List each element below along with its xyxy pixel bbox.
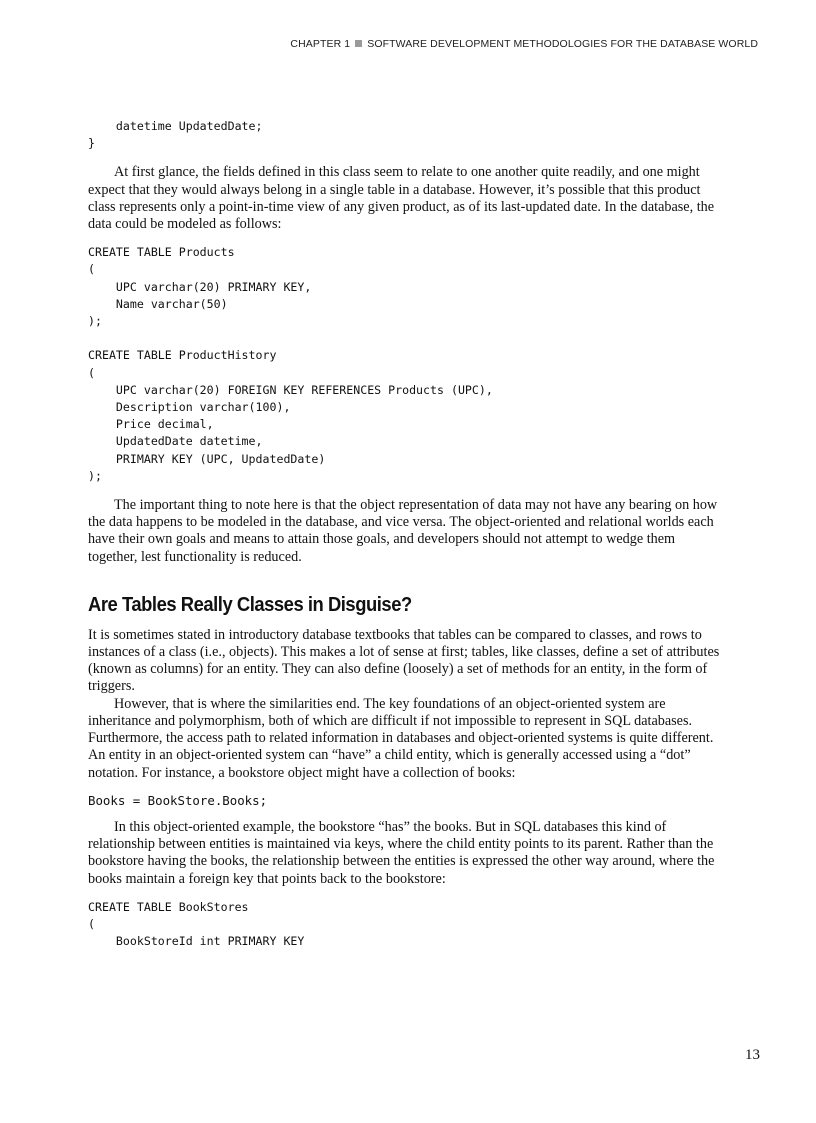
paragraph-important-thing: The important thing to note here is that the object representation of data may not have any bearing on how the data happens to be modeled in the database, and vice versa. The object-oriented and relational worlds each have their own goals and means to attain those goals, and developers should not attempt to wedge them together, lest functionality is reduced. bbox=[88, 497, 718, 565]
code-block-class-end: datetime UpdatedDate; } bbox=[88, 119, 263, 151]
paragraph-similarities-end: However, that is where the similarities end. The key foundations of an object-oriented system are inheritance and polymorphism, both of which are difficult if not impossible to represent in SQL databases. Furthermore, the access path to related information in databases and object-oriented systems is quite different. An entity in an object-oriented system can “have” a child entity, which is generally accessed using a “dot” notation. For instance, a bookstore object might have a collection of books: bbox=[88, 695, 714, 781]
paragraph-textbooks: It is sometimes stated in introductory database textbooks that tables can be compared to classes, and rows to instances of a class (i.e., objects). This makes a lot of sense at first; tables, like classes, define a set of attributes (known as columns) for an entity. They can also define (loosely) a set of methods for an entity, in the form of triggers. bbox=[88, 626, 720, 695]
running-header bbox=[290, 38, 758, 50]
chapter-title: SOFTWARE DEVELOPMENT METHODOLOGIES FOR THE DATABASE WORLD bbox=[367, 38, 758, 50]
page-content bbox=[88, 118, 728, 950]
page-number: 13 bbox=[745, 1047, 760, 1063]
paragraph-first-glance: At first glance, the fields defined in this class seem to relate to one another quite readily, and one might expect that they would always belong in a single table in a database. However, it’s possible that this product class represents only a point-in-time view of any given product, as of its last-updated date. In the database, the data could be modeled as follows: bbox=[88, 164, 715, 233]
section-heading: Are Tables Really Classes in Disguise? bbox=[88, 593, 412, 616]
square-separator-icon bbox=[355, 40, 362, 47]
code-block-products-tables: CREATE TABLE Products ( UPC varchar(20) PRIMARY KEY, Name varchar(50) ); CREATE TABLE ProductHistory ( UPC varchar(20) FOREIGN KEY REFERENCES Products (UPC), Description varchar(100), Price decimal, UpdatedDate datetime, PRIMARY KEY (UPC, UpdatedDate) ); bbox=[88, 245, 493, 483]
code-block-bookstores: CREATE TABLE BookStores ( BookStoreId int PRIMARY KEY bbox=[88, 899, 305, 949]
paragraph-bookstore-has: In this object-oriented example, the bookstore “has” the books. But in SQL databases this kind of relationship between entities is maintained via keys, where the child entity points to its parent. Rather than the bookstore having the books, the relationship between the entities is expressed the other way around, where the books maintain a foreign key that points back to the bookstore: bbox=[88, 818, 715, 887]
chapter-label: CHAPTER 1 bbox=[290, 38, 351, 50]
code-line-books: Books = BookStore.Books; bbox=[88, 792, 268, 808]
